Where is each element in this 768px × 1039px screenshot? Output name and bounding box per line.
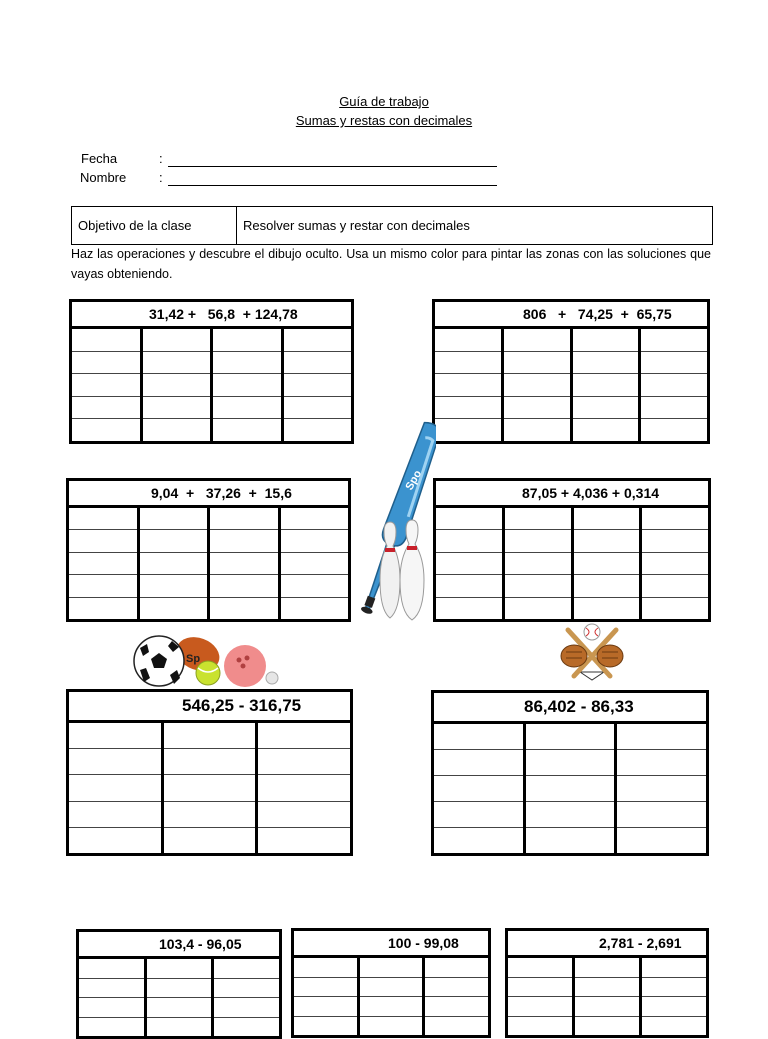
answer-cell[interactable] <box>214 998 279 1018</box>
answer-cell[interactable] <box>425 978 488 998</box>
answer-cell[interactable] <box>258 723 350 749</box>
answer-cell[interactable] <box>281 553 349 575</box>
answer-cell[interactable] <box>504 329 570 352</box>
exercise-operation-8: 100 - 99,08 <box>294 931 488 958</box>
grid-column <box>258 723 350 853</box>
exercise-operation-3: 9,04 + 37,26 + 15,6 <box>69 481 348 508</box>
answer-cell[interactable] <box>641 329 707 352</box>
answer-cell[interactable] <box>435 352 501 375</box>
answer-cell[interactable] <box>526 828 615 853</box>
answer-cell[interactable] <box>294 1017 357 1036</box>
answer-cell[interactable] <box>69 598 137 619</box>
answer-cell[interactable] <box>575 1017 639 1036</box>
answer-cell[interactable] <box>72 374 140 397</box>
answer-cell[interactable] <box>435 329 501 352</box>
grid-column <box>281 508 349 619</box>
answer-cell[interactable] <box>617 776 706 802</box>
answer-cell[interactable] <box>508 978 572 998</box>
answer-cell[interactable] <box>284 419 352 441</box>
answer-cell[interactable] <box>147 998 212 1018</box>
nombre-label: Nombre <box>80 170 127 185</box>
answer-cell[interactable] <box>642 978 706 998</box>
answer-cell[interactable] <box>508 958 572 978</box>
answer-cell[interactable] <box>425 958 488 978</box>
answer-cell[interactable] <box>617 802 706 828</box>
answer-cell[interactable] <box>436 508 502 530</box>
answer-cell[interactable] <box>284 352 352 375</box>
answer-cell[interactable] <box>575 978 639 998</box>
exercise-operation-6: 86,402 - 86,33 <box>434 693 706 724</box>
grid-column <box>69 508 140 619</box>
exercise-grid-2[interactable] <box>432 299 710 444</box>
answer-cell[interactable] <box>435 397 501 420</box>
answer-cell[interactable] <box>434 828 523 853</box>
answer-cell[interactable] <box>574 508 640 530</box>
answer-cell[interactable] <box>642 958 706 978</box>
answer-cell[interactable] <box>69 828 161 853</box>
answer-cell[interactable] <box>143 397 211 420</box>
answer-cell[interactable] <box>72 352 140 375</box>
answer-cell[interactable] <box>214 959 279 979</box>
answer-cell[interactable] <box>360 958 423 978</box>
grid-column <box>284 329 352 441</box>
exercise-grid-1[interactable] <box>69 299 354 444</box>
baseball-gloves-icon <box>558 622 626 684</box>
exercise-grid-8[interactable] <box>291 928 491 1038</box>
answer-cell[interactable] <box>642 575 708 597</box>
answer-cell[interactable] <box>284 397 352 420</box>
answer-cell[interactable] <box>164 828 256 853</box>
objective-table <box>71 206 713 245</box>
answer-cell[interactable] <box>213 419 281 441</box>
sports-balls-icon <box>132 628 282 690</box>
answer-cell[interactable] <box>79 979 144 999</box>
answer-cell[interactable] <box>281 530 349 552</box>
answer-cell[interactable] <box>140 598 208 619</box>
answer-cell[interactable] <box>505 575 571 597</box>
answer-cell[interactable] <box>642 508 708 530</box>
grid-column <box>504 329 573 441</box>
answer-cell[interactable] <box>210 598 278 619</box>
grid-column <box>526 724 618 853</box>
exercise-operation-7: 103,4 - 96,05 <box>79 932 279 959</box>
answer-cell[interactable] <box>508 1017 572 1036</box>
grid-column <box>210 508 281 619</box>
answer-cell[interactable] <box>575 958 639 978</box>
answer-cell[interactable] <box>210 575 278 597</box>
answer-cell[interactable] <box>526 802 615 828</box>
answer-cell[interactable] <box>436 553 502 575</box>
exercise-grid-9[interactable] <box>505 928 709 1038</box>
answer-cell[interactable] <box>213 352 281 375</box>
grid-column <box>617 724 706 853</box>
answer-cell[interactable] <box>360 978 423 998</box>
answer-cell[interactable] <box>505 598 571 619</box>
answer-cell[interactable] <box>210 553 278 575</box>
grid-column <box>213 329 284 441</box>
answer-cell[interactable] <box>436 598 502 619</box>
answer-cell[interactable] <box>504 352 570 375</box>
answer-cell[interactable] <box>143 352 211 375</box>
page-title: Guía de trabajo <box>339 94 429 109</box>
answer-cell[interactable] <box>642 553 708 575</box>
answer-cell[interactable] <box>505 508 571 530</box>
answer-cell[interactable] <box>504 397 570 420</box>
answer-cell[interactable] <box>79 998 144 1018</box>
answer-cell[interactable] <box>505 553 571 575</box>
grid-column <box>164 723 259 853</box>
answer-cell[interactable] <box>642 1017 706 1036</box>
answer-cell[interactable] <box>526 724 615 750</box>
answer-cell[interactable] <box>164 749 256 775</box>
answer-cell[interactable] <box>574 575 640 597</box>
grid-column <box>505 508 574 619</box>
answer-cell[interactable] <box>436 575 502 597</box>
answer-cell[interactable] <box>642 530 708 552</box>
grid-column <box>140 508 211 619</box>
answer-cell[interactable] <box>573 419 639 441</box>
answer-cell[interactable] <box>281 598 349 619</box>
answer-cell[interactable] <box>69 575 137 597</box>
answer-cell[interactable] <box>617 828 706 853</box>
answer-cell[interactable] <box>573 329 639 352</box>
exercise-operation-4: 87,05 + 4,036 + 0,314 <box>436 481 708 508</box>
grid-column <box>574 508 643 619</box>
answer-cell[interactable] <box>284 329 352 352</box>
answer-cell[interactable] <box>140 508 208 530</box>
answer-cell[interactable] <box>69 553 137 575</box>
answer-cell[interactable] <box>642 598 708 619</box>
grid-column <box>436 508 505 619</box>
exercise-operation-1: 31,42 + 56,8 + 124,78 <box>72 302 351 329</box>
answer-cell[interactable] <box>573 397 639 420</box>
grid-column <box>360 958 426 1035</box>
answer-cell[interactable] <box>140 530 208 552</box>
answer-cell[interactable] <box>164 723 256 749</box>
grid-column <box>573 329 642 441</box>
answer-cell[interactable] <box>79 959 144 979</box>
fecha-label: Fecha <box>81 151 118 166</box>
answer-cell[interactable] <box>258 828 350 853</box>
nombre-field[interactable] <box>168 185 497 186</box>
exercise-operation-9: 2,781 - 2,691 <box>508 931 706 958</box>
fecha-field[interactable] <box>168 166 497 167</box>
answer-cell[interactable] <box>360 997 423 1017</box>
answer-cell[interactable] <box>69 508 137 530</box>
grid-column <box>143 329 214 441</box>
answer-cell[interactable] <box>436 530 502 552</box>
answer-cell[interactable] <box>213 329 281 352</box>
grid-column <box>642 508 708 619</box>
answer-cell[interactable] <box>641 419 707 441</box>
answer-cell[interactable] <box>573 374 639 397</box>
answer-cell[interactable] <box>147 959 212 979</box>
grid-column <box>79 959 147 1036</box>
grid-column <box>69 723 164 853</box>
answer-cell[interactable] <box>258 775 350 801</box>
grid-column <box>435 329 504 441</box>
answer-cell[interactable] <box>434 750 523 776</box>
answer-cell[interactable] <box>641 352 707 375</box>
grid-column <box>434 724 526 853</box>
answer-cell[interactable] <box>143 419 211 441</box>
answer-cell[interactable] <box>526 776 615 802</box>
grid-column <box>425 958 488 1035</box>
answer-cell[interactable] <box>164 802 256 828</box>
answer-cell[interactable] <box>72 329 140 352</box>
answer-cell[interactable] <box>258 802 350 828</box>
answer-cell[interactable] <box>147 979 212 999</box>
answer-cell[interactable] <box>294 978 357 998</box>
objective-label: Objetivo de la clase <box>72 207 237 244</box>
answer-cell[interactable] <box>214 1018 279 1037</box>
answer-cell[interactable] <box>574 598 640 619</box>
ball-brand-text: Sp <box>186 653 201 665</box>
answer-cell[interactable] <box>69 723 161 749</box>
answer-cell[interactable] <box>143 329 211 352</box>
answer-cell[interactable] <box>258 749 350 775</box>
answer-cell[interactable] <box>434 802 523 828</box>
answer-cell[interactable] <box>210 530 278 552</box>
objective-text: Resolver sumas y restar con decimales <box>243 218 470 233</box>
answer-cell[interactable] <box>294 997 357 1017</box>
answer-cell[interactable] <box>69 775 161 801</box>
grid-column <box>508 958 575 1035</box>
answer-cell[interactable] <box>617 750 706 776</box>
answer-cell[interactable] <box>143 374 211 397</box>
answer-cell[interactable] <box>434 776 523 802</box>
grid-column <box>575 958 642 1035</box>
answer-cell[interactable] <box>504 419 570 441</box>
bowling-pins-icon <box>376 518 428 622</box>
grid-column <box>214 959 279 1036</box>
answer-cell[interactable] <box>617 724 706 750</box>
answer-cell[interactable] <box>505 530 571 552</box>
answer-cell[interactable] <box>435 419 501 441</box>
answer-cell[interactable] <box>140 575 208 597</box>
grid-column <box>641 329 707 441</box>
answer-cell[interactable] <box>574 530 640 552</box>
answer-cell[interactable] <box>504 374 570 397</box>
bat-brand-text: Spo <box>403 468 425 493</box>
answer-cell[interactable] <box>508 997 572 1017</box>
answer-cell[interactable] <box>210 508 278 530</box>
answer-cell[interactable] <box>574 553 640 575</box>
exercise-operation-5: 546,25 - 316,75 <box>69 692 350 723</box>
answer-cell[interactable] <box>294 958 357 978</box>
answer-cell[interactable] <box>214 979 279 999</box>
grid-column <box>147 959 215 1036</box>
answer-cell[interactable] <box>284 374 352 397</box>
nombre-colon: : <box>159 170 163 185</box>
answer-cell[interactable] <box>147 1018 212 1037</box>
answer-cell[interactable] <box>575 997 639 1017</box>
answer-cell[interactable] <box>140 553 208 575</box>
answer-cell[interactable] <box>425 1017 488 1036</box>
exercise-grid-5[interactable] <box>66 689 353 856</box>
answer-cell[interactable] <box>79 1018 144 1037</box>
answer-cell[interactable] <box>69 530 137 552</box>
exercise-grid-3[interactable] <box>66 478 351 622</box>
answer-cell[interactable] <box>641 374 707 397</box>
answer-cell[interactable] <box>164 775 256 801</box>
answer-cell[interactable] <box>641 397 707 420</box>
answer-cell[interactable] <box>281 508 349 530</box>
answer-cell[interactable] <box>213 374 281 397</box>
answer-cell[interactable] <box>435 374 501 397</box>
exercise-operation-2: 806 + 74,25 + 65,75 <box>435 302 707 329</box>
answer-cell[interactable] <box>425 997 488 1017</box>
page-subtitle: Sumas y restas con decimales <box>295 113 473 128</box>
grid-column <box>72 329 143 441</box>
grid-column <box>642 958 706 1035</box>
answer-cell[interactable] <box>360 1017 423 1036</box>
answer-cell[interactable] <box>642 997 706 1017</box>
answer-cell[interactable] <box>281 575 349 597</box>
answer-cell[interactable] <box>526 750 615 776</box>
fecha-colon: : <box>159 151 163 166</box>
answer-cell[interactable] <box>69 802 161 828</box>
exercise-grid-4[interactable] <box>433 478 711 622</box>
exercise-grid-6[interactable] <box>431 690 709 856</box>
grid-column <box>294 958 360 1035</box>
answer-cell[interactable] <box>434 724 523 750</box>
answer-cell[interactable] <box>69 749 161 775</box>
answer-cell[interactable] <box>72 397 140 420</box>
answer-cell[interactable] <box>72 419 140 441</box>
exercise-grid-7[interactable] <box>76 929 282 1039</box>
answer-cell[interactable] <box>213 397 281 420</box>
answer-cell[interactable] <box>573 352 639 375</box>
instructions: Haz las operaciones y descubre el dibujo oculto. Usa un mismo color para pintar las zonas con las soluciones que vayas obteniendo. <box>71 247 711 281</box>
